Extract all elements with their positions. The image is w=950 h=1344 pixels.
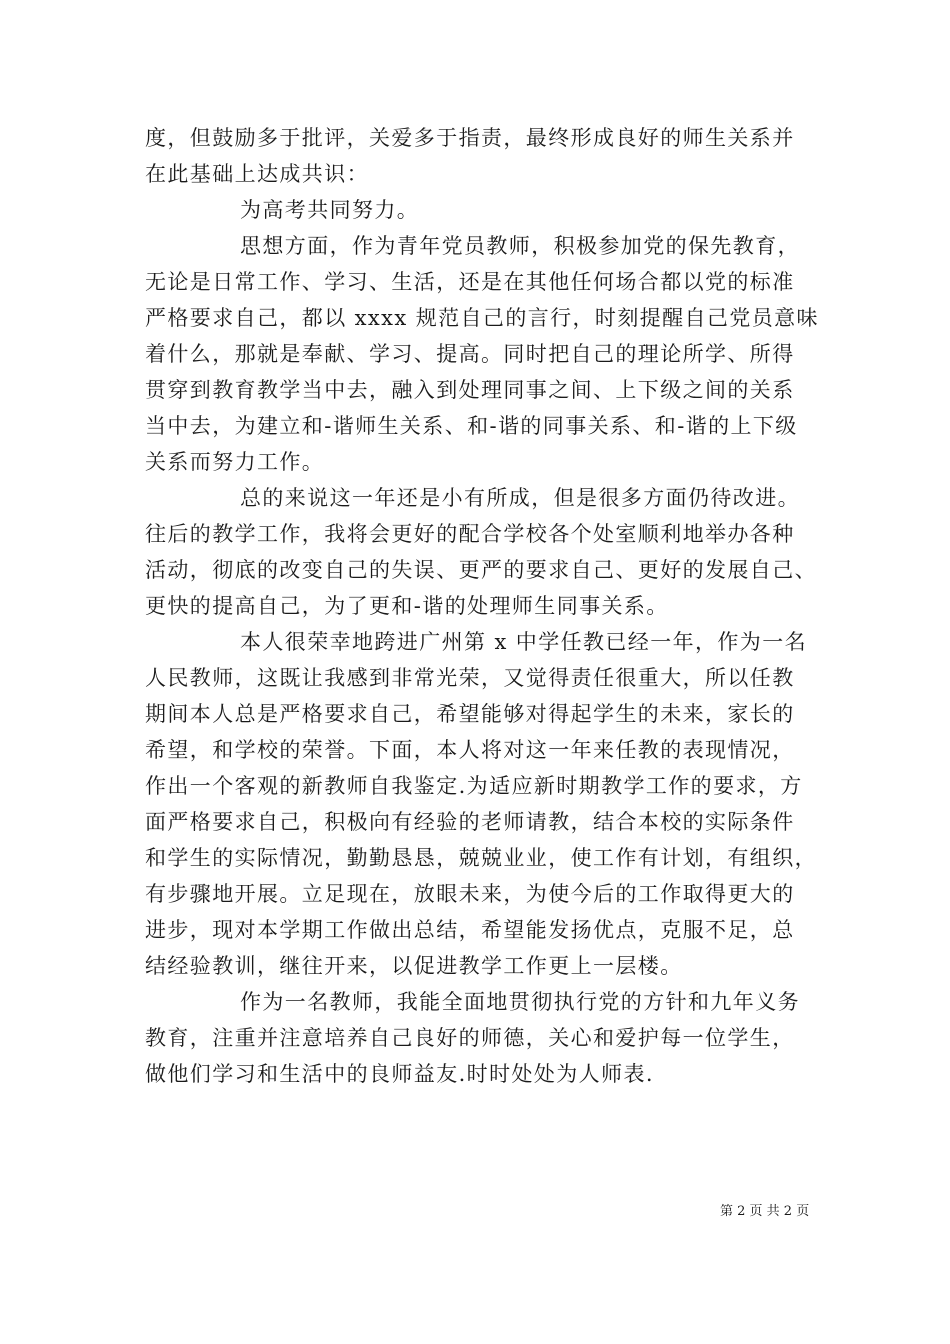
text-line: 思想方面，作为青年党员教师，积极参加党的保先教育， — [240, 234, 800, 258]
text-line: 总的来说这一年还是小有所成，但是很多方面仍待改进。 — [240, 486, 800, 510]
text-line: 作为一名教师，我能全面地贯彻执行党的方针和九年义务 — [240, 990, 800, 1014]
text-line: 作出一个客观的新教师自我鉴定.为适应新时期教学工作的要求，方 — [145, 774, 803, 798]
text-line: 为高考共同努力。 — [240, 198, 420, 222]
text-line: 结经验教训，继往开来，以促进教学工作更上一层楼。 — [145, 954, 683, 978]
text-line: 面严格要求自己，积极向有经验的老师请教，结合本校的实际条件 — [145, 810, 795, 834]
text-line: 希望，和学校的荣誉。下面，本人将对这一年来任教的表现情况， — [145, 738, 795, 762]
text-line: 在此基础上达成共识： — [145, 162, 369, 186]
document-body — [145, 120, 819, 1092]
text-line: 教育，注重并注意培养自己良好的师德，关心和爱护每一位学生， — [145, 1026, 795, 1050]
text-line: 严格要求自己，都以 xxxx 规范自己的言行，时刻提醒自己党员意味 — [145, 306, 819, 330]
text-line: 和学生的实际情况，勤勤恳恳，兢兢业业，使工作有计划，有组织， — [145, 846, 817, 870]
text-line: 期间本人总是严格要求自己，希望能够对得起学生的未来，家长的 — [145, 702, 795, 726]
text-line: 做他们学习和生活中的良师益友.时时处处为人师表. — [145, 1062, 654, 1086]
text-line: 活动，彻底的改变自己的失误、更严的要求自己、更好的发展自己、 — [145, 558, 817, 582]
page-number: 第 2 页 共 2 页 — [720, 1204, 810, 1219]
text-line: 往后的教学工作，我将会更好的配合学校各个处室顺利地举办各种 — [145, 522, 795, 546]
text-line: 本人很荣幸地跨进广州第 x 中学任教已经一年，作为一名 — [240, 630, 807, 654]
text-line: 进步，现对本学期工作做出总结，希望能发扬优点，克服不足，总 — [145, 918, 795, 942]
text-line: 当中去，为建立和-谐师生关系、和-谐的同事关系、和-谐的上下级 — [145, 414, 798, 438]
text-line: 贯穿到教育教学当中去，融入到处理同事之间、上下级之间的关系 — [145, 378, 795, 402]
text-line: 着什么，那就是奉献、学习、提高。同时把自己的理论所学、所得 — [145, 342, 795, 366]
text-line: 无论是日常工作、学习、生活，还是在其他任何场合都以党的标准 — [145, 270, 795, 294]
text-line: 关系而努力工作。 — [145, 450, 325, 474]
text-line: 度，但鼓励多于批评，关爱多于指责，最终形成良好的师生关系并 — [145, 126, 795, 150]
text-line: 有步骤地开展。立足现在，放眼未来，为使今后的工作取得更大的 — [145, 882, 795, 906]
text-line: 更快的提高自己，为了更和-谐的处理师生同事关系。 — [145, 594, 669, 618]
text-line: 人民教师，这既让我感到非常光荣，又觉得责任很重大，所以任教 — [145, 666, 795, 690]
